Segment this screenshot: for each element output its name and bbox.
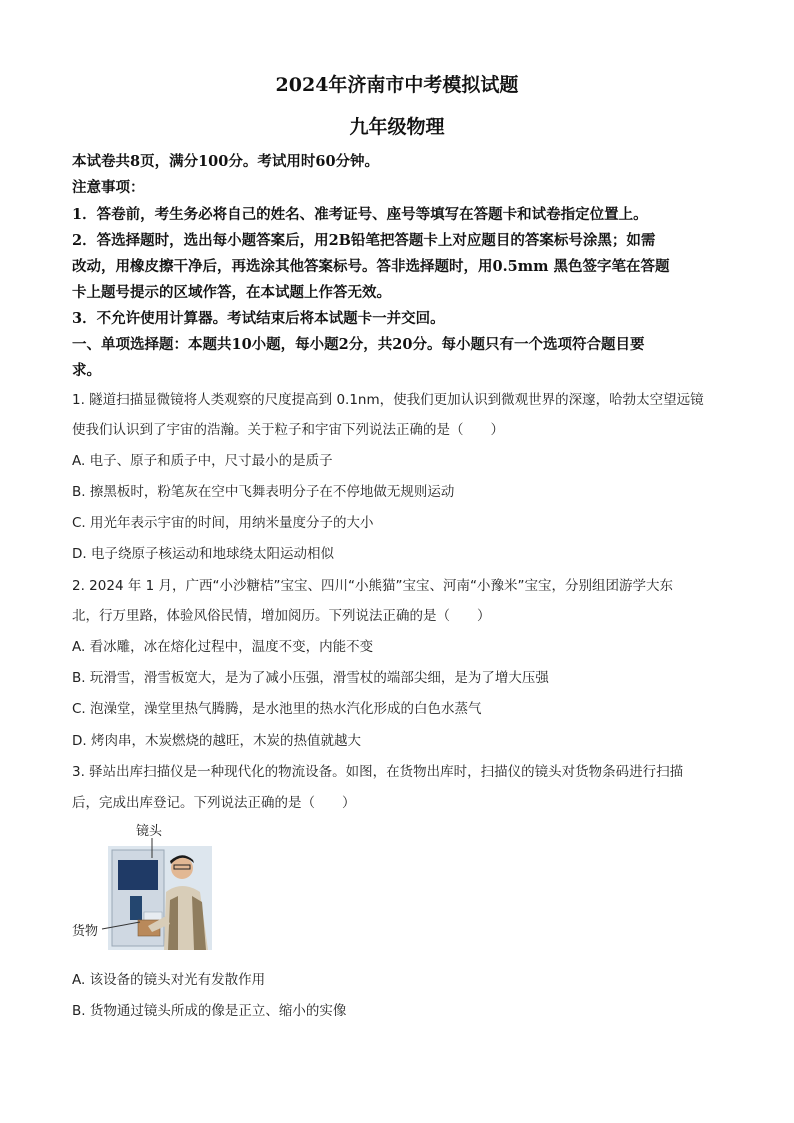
notes-heading: 注意事项：: [72, 179, 145, 196]
q1-option-a: A. 电子、原子和质子中，尺寸最小的是质子: [72, 453, 333, 469]
q3-option-a: A. 该设备的镜头对光有发散作用: [72, 972, 266, 988]
q1-stem: 1. 隧道扫描显微镜将人类观察的尺度提高到 0.1nm，使我们更加认识到微观世界的深邃，哈勃太空望远镜: [72, 392, 704, 408]
exam-subject: 九年级物理: [349, 116, 445, 138]
note-line: 改动，用橡皮擦干净后，再选涂其他答案标号。答非选择题时，用0.5mm 黑色签字笔在答题: [72, 258, 670, 275]
q2-stem: 2. 2024 年 1 月，广西“小沙糖桔”宝宝、四川“小熊猫”宝宝、河南“小豫米”宝宝，分别组团游学大东: [72, 578, 673, 594]
q3-stem: 3. 驿站出库扫描仪是一种现代化的物流设备。如图，在货物出库时，扫描仪的镜头对货物条码进行扫描: [72, 764, 684, 780]
q2-option-d: D. 烤肉串，木炭燃烧的越旺，木炭的热值就越大: [72, 733, 361, 749]
note-line: 1．答卷前，考生务必将自己的姓名、准考证号、座号等填写在答题卡和试卷指定位置上。: [72, 206, 648, 223]
note-line: 3．不允许使用计算器。考试结束后将本试题卡一并交回。: [72, 310, 445, 327]
lens-label: 镜头: [136, 824, 163, 839]
q2-option-b: B. 玩滑雪，滑雪板宽大，是为了减小压强，滑雪杖的端部尖细，是为了增大压强: [72, 670, 549, 686]
q2-stem-cont: 北，行万里路，体验风俗民情，增加阅历。下列说法正确的是（ ）: [72, 608, 491, 624]
q2-option-c: C. 泡澡堂，澡堂里热气腾腾，是水池里的热水汽化形成的白色水蒸气: [72, 701, 482, 717]
q2-option-a: A. 看冰雕，冰在熔化过程中，温度不变，内能不变: [72, 639, 374, 655]
scanner-figure: [72, 818, 232, 958]
goods-label: 货物: [72, 924, 99, 939]
q1-stem-cont: 使我们认识到了宇宙的浩瀚。关于粒子和宇宙下列说法正确的是（ ）: [72, 422, 504, 438]
intro-line: 本试卷共8页，满分100分。考试用时60分钟。: [72, 153, 380, 170]
q1-option-c: C. 用光年表示宇宙的时间，用纳米量度分子的大小: [72, 515, 374, 531]
note-line: 卡上题号提示的区域作答，在本试题上作答无效。: [72, 284, 391, 301]
exam-title: 2024年济南市中考模拟试题: [275, 74, 519, 96]
section-heading-cont: 求。: [72, 362, 101, 379]
q3-stem-cont: 后，完成出库登记。下列说法正确的是（ ）: [72, 795, 356, 811]
label-pointer-lines: [72, 818, 232, 958]
q3-option-b: B. 货物通过镜头所成的像是正立、缩小的实像: [72, 1003, 347, 1019]
note-line: 2．答选择题时，选出每小题答案后，用2B铅笔把答题卡上对应题目的答案标号涂黑；如需: [72, 232, 656, 249]
q1-option-b: B. 擦黑板时，粉笔灰在空中飞舞表明分子在不停地做无规则运动: [72, 484, 455, 500]
q1-option-d: D. 电子绕原子核运动和地球绕太阳运动相似: [72, 546, 334, 562]
section-heading: 一、单项选择题：本题共10小题，每小题2分，共20分。每小题只有一个选项符合题目要: [72, 336, 645, 353]
